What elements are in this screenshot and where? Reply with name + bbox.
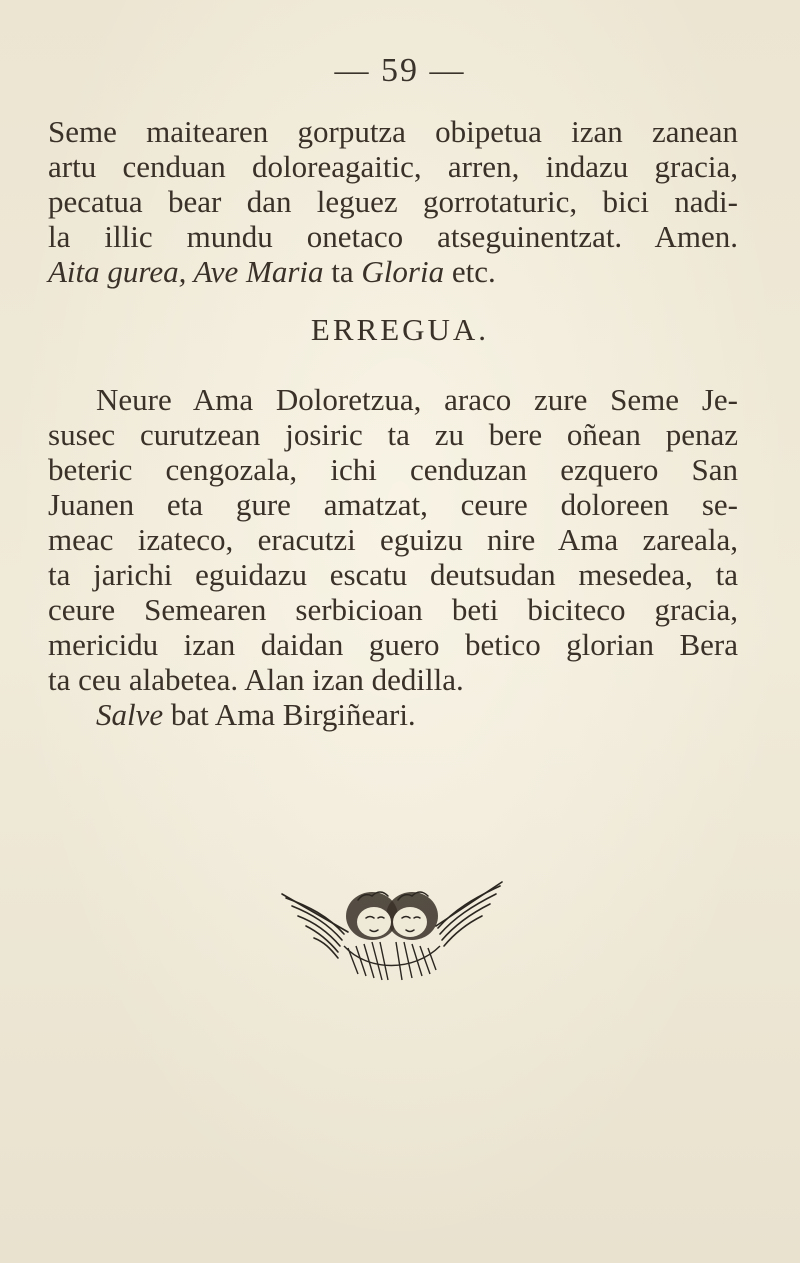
text-line: Seme maitearen gorputza obipetua izan zanean xyxy=(48,114,738,149)
erregua-paragraph xyxy=(48,382,738,732)
text-line: Juanen eta gure amatzat, ceure doloreen se- xyxy=(48,487,738,522)
text-line: mericidu izan daidan guero betico glorian Bera xyxy=(48,627,738,662)
text-line: la illic mundu onetaco atseguinentzat. Amen. xyxy=(48,219,738,254)
winged-cherub-heads-icon xyxy=(278,876,504,986)
text-line: ta jarichi eguidazu escatu deutsudan mesedea, ta xyxy=(48,557,738,592)
salve-italic: Salve xyxy=(96,697,164,732)
text-line: susec curutzean josiric ta zu bere oñean penaz xyxy=(48,417,738,452)
closing-prayers-italic: Aita gurea, Ave xyxy=(48,254,239,289)
text-line: beteric cengozala, ichi cenduzan ezquero San xyxy=(48,452,738,487)
text-line: ceure Semearen serbicioan beti biciteco gracia, xyxy=(48,592,738,627)
text-line: meac izateco, eracutzi eguizu nire Ama zareala, xyxy=(48,522,738,557)
section-heading: ERREGUA. xyxy=(310,312,490,347)
closing-conjunction: ta xyxy=(331,254,354,289)
closing-line xyxy=(48,254,738,289)
text-line: ta ceu alabetea. Alan izan dedilla. xyxy=(48,662,464,697)
page-number: — 59 — xyxy=(334,52,466,89)
salve-tail: bat Ama Birgiñeari. xyxy=(170,697,416,732)
closing-etc: etc. xyxy=(451,254,496,289)
text-line: Neure Ama Doloretzua, araco zure Seme Je- xyxy=(96,382,738,417)
closing-maria-italic: Maria xyxy=(246,254,324,289)
text-line: artu cenduan doloreagaitic, arren, indazu gracia, xyxy=(48,149,738,184)
closing-gloria-italic: Gloria xyxy=(361,254,445,289)
text-line: pecatua bear dan leguez gorrotaturic, bici nadi- xyxy=(48,184,738,219)
closing-line xyxy=(48,697,738,732)
prayer-paragraph xyxy=(48,114,738,289)
